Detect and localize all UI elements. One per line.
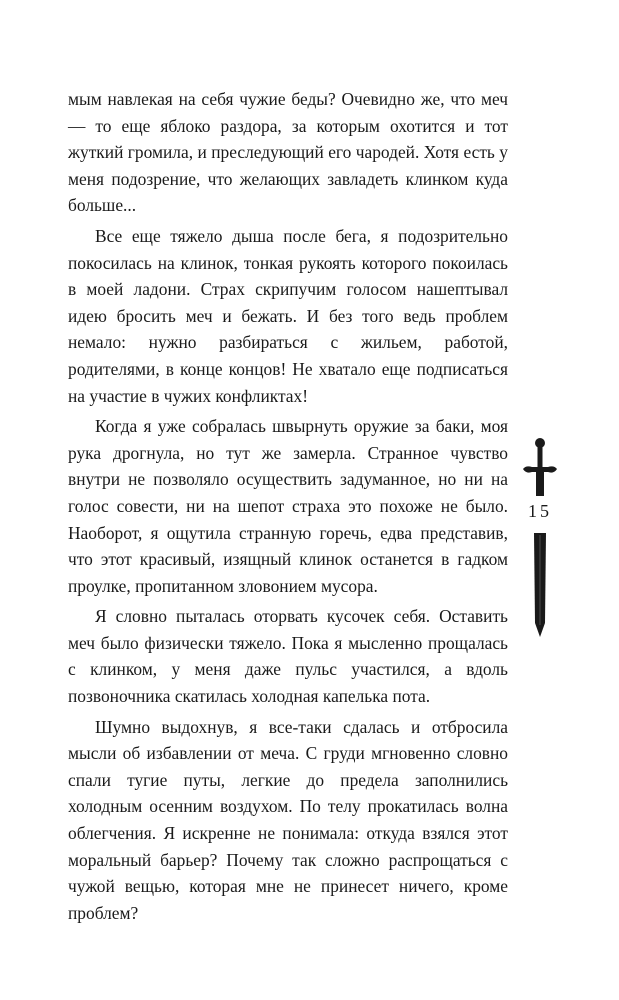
sword-icon — [520, 435, 560, 640]
paragraph: Все еще тяжело дыша после бега, я подозрительно покосилась на клинок, тонкая рукоять которого покоилась в моей ладони. Страх скрипучим голосом нашептывал идею бросить меч и бежать. И без того ведь проблем немало: нужно разбираться с жильем, работой, родителями, в конце концов! Не хватало еще подписаться на участие в чужих конфликтах! — [68, 225, 508, 406]
paragraph: Когда я уже собралась швырнуть оружие за баки, моя рука дрогнула, но тут же замерла. Странное чувство внутри не позволяло осуществить задуманное, но ни на голос совести, ни на шепот страха это похоже не было. Наоборот, я ощутила странную горечь, едва представив, что этот красивый, изящный клинок останется в гадком проулке, пропитанном зловонием мусора. — [68, 416, 508, 596]
page-text — [68, 86, 508, 930]
paragraph: Шумно выдохнув, я все-таки сдалась и отбросила мысли об избавлении от меча. С груди мгновенно словно спали тугие путы, легкие до предела заполнились холодным осенним воздухом. По телу прокатилась волна облегчения. Я искренне не понимала: откуда взялся этот моральный барьер? Почему так сложно распрощаться с чужой вещью, которая мне не принесет ничего, кроме проблем? — [68, 716, 508, 923]
page-number: 15 — [520, 500, 560, 522]
paragraph: Я словно пыталась оторвать кусочек себя. Оставить меч было физически тяжело. Пока я мысленно прощалась с клинком, у меня даже пульс участился, а вдоль позвоночника скатилась холодная капелька пота. — [68, 606, 508, 707]
page-marker — [520, 435, 560, 640]
paragraph: мым навлекая на себя чужие беды? Очевидно же, что меч — то еще яблоко раздора, за которым охотится и тот жуткий громила, и преследующий его чародей. Хотя есть у меня подозрение, что желающих завладеть клинком куда больше... — [68, 89, 508, 216]
